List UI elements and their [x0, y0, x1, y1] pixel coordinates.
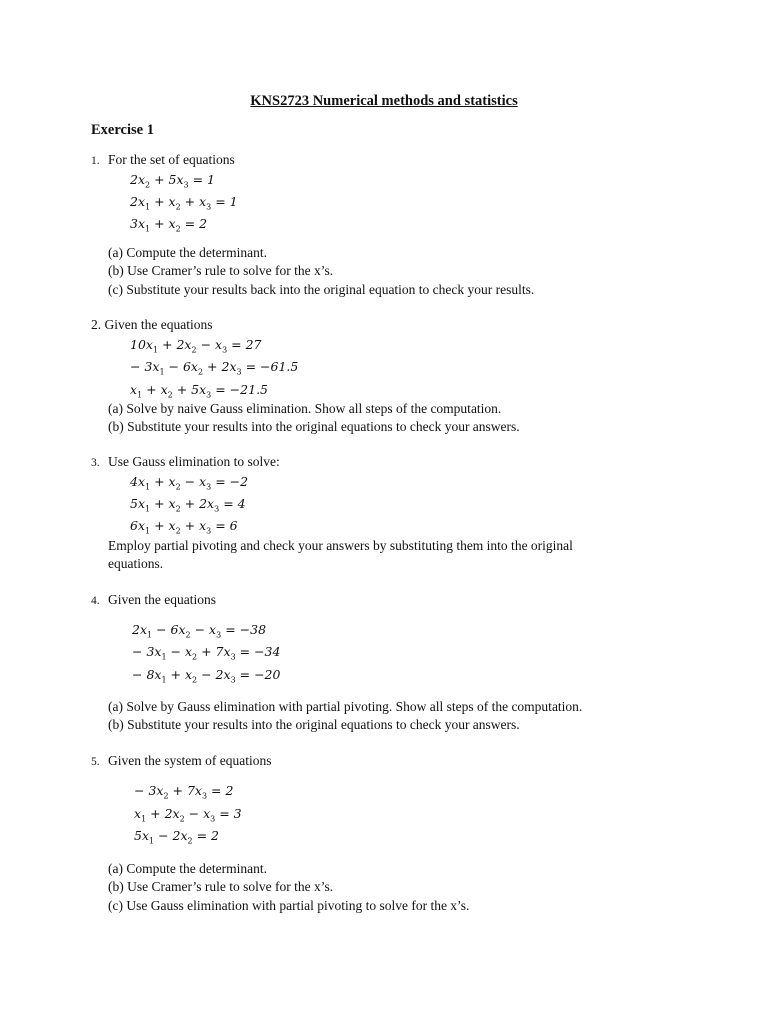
q3-equation-2: $5x_1 + x_2 + 2x_3 = 4$ [130, 496, 246, 514]
q1-prompt: For the set of equations [108, 152, 235, 167]
q2-prompt: 2. Given the equations [91, 317, 213, 332]
q5-prompt: Given the system of equations [108, 753, 272, 768]
q3-prompt: Use Gauss elimination to solve: [108, 454, 280, 469]
q1-equation-2: $2x_1 + x_2 + x_3 = 1$ [130, 194, 238, 212]
q2-part-a: (a) Solve by naive Gauss elimination. Show all steps of the computation. [108, 401, 502, 416]
q5-part-b: (b) Use Cramer’s rule to solve for the x’s. [108, 879, 334, 894]
q1-part-b: (b) Use Cramer’s rule to solve for the x’s. [108, 263, 334, 278]
q4-equation-2: − $3x_1 - x_2 + 7x_3 = -34$ [132, 644, 281, 662]
q2-part-b: (b) Substitute your results into the original equations to check your answers. [108, 419, 520, 434]
q5-equation-3: $5x_1 - 2x_2 = 2$ [134, 828, 220, 846]
q2-equation-3: $x_1 + x_2 + 5x_3 = -21.5$ [130, 382, 268, 400]
q3-note-line-2: equations. [108, 556, 164, 571]
q1-equation-1: $2x_2 + 5x_3 = 1$ [130, 172, 216, 190]
q3-equation-3: $6x_1 + x_2 + x_3 = 6$ [130, 518, 238, 536]
q5-part-a: (a) Compute the determinant. [108, 861, 267, 876]
q3-equation-1: $4x_1 + x_2 - x_3 = -2$ [130, 474, 249, 492]
q1-part-c: (c) Substitute your results back into the original equation to check your results. [108, 282, 535, 297]
q4-part-a: (a) Solve by Gauss elimination with partial pivoting. Show all steps of the computation. [108, 699, 583, 714]
q2-equation-1: $10x_1 + 2x_2 - x_3 = 27$ [130, 337, 262, 355]
q1-part-a: (a) Compute the determinant. [108, 245, 267, 260]
course-title: KNS2723 Numerical methods and statistics [250, 93, 518, 109]
q4-number: 4. [91, 595, 100, 607]
q4-equation-1: $2x_1 - 6x_2 - x_3 = -38$ [132, 622, 267, 640]
q1-equation-3: $3x_1 + x_2 = 2$ [130, 216, 208, 234]
q3-note-line-1: Employ partial pivoting and check your answers by substituting them into the original [108, 538, 573, 553]
q5-part-c: (c) Use Gauss elimination with partial pivoting to solve for the x’s. [108, 898, 470, 913]
q4-prompt: Given the equations [108, 592, 216, 607]
q5-number: 5. [91, 756, 100, 768]
q5-equation-1: − $3x_2 + 7x_3 = 2$ [134, 783, 234, 801]
q4-equation-3: − $8x_1 + x_2 - 2x_3 = -20$ [132, 667, 281, 685]
q3-number: 3. [91, 457, 100, 469]
q2-equation-2: − $3x_1 - 6x_2 + 2x_3 = -61.5$ [130, 359, 299, 377]
q4-part-b: (b) Substitute your results into the original equations to check your answers. [108, 717, 520, 732]
exercise-heading: Exercise 1 [91, 122, 154, 138]
q1-number: 1. [91, 155, 100, 167]
q5-equation-2: $x_1 + 2x_2 - x_3 = 3$ [134, 806, 242, 824]
